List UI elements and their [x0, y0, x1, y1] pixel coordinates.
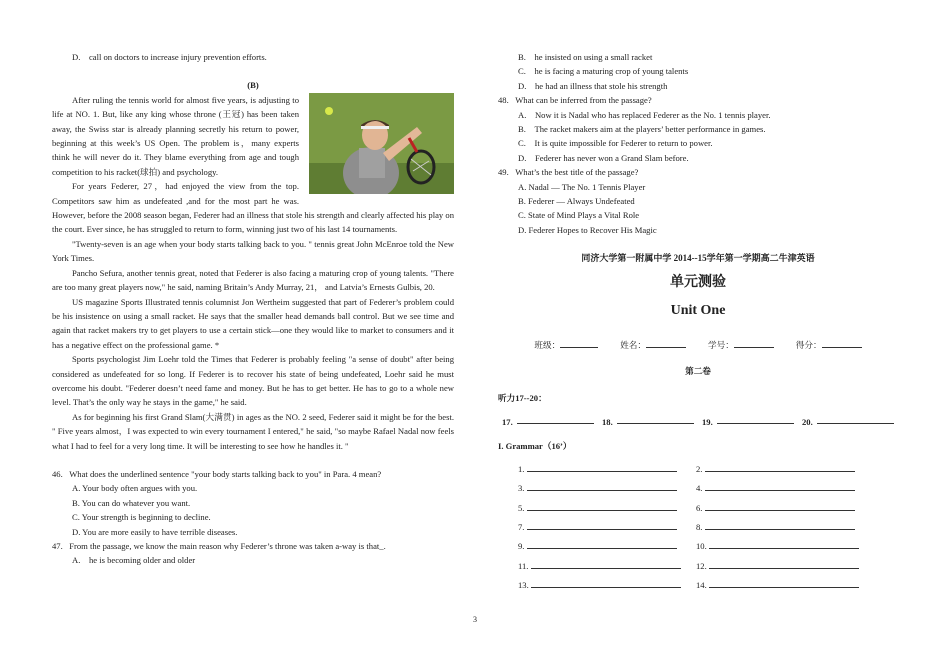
listening-19-blank[interactable]: [717, 415, 794, 424]
question-47-option-d[interactable]: D. he had an illness that stole his strength: [518, 80, 668, 91]
passage-paragraph-2: For years Federer, 27，had enjoyed the view from the top. Competitors saw him as undefeated ,and for the most part he was. However, before the 2008 season began, Federer had an illness that stole his strength and clearly affected his play on the court. Ever since, he has struggled to return to form, winning just two of his last 14 tournaments.: [52, 181, 454, 235]
grammar-num: 14.: [696, 580, 707, 591]
question-47-option-a[interactable]: A. he is becoming older and older: [72, 555, 196, 566]
tennis-player-photo: [309, 93, 454, 194]
grammar-answer-grid: [498, 462, 898, 593]
grammar-blank[interactable]: [527, 502, 677, 511]
passage-paragraph-4: Pancho Sefura, another tennis great, noted that Federer is also facing a maturing crop of young talents. "There are too many great players now," he said, naming Britain’s Andy Murray, 21， and Latvia’s Ernests Gulbis, 20.: [52, 267, 454, 293]
question-49-stem: 49. What’s the best title of the passage?: [498, 167, 639, 178]
tennis-player-icon: [309, 93, 454, 194]
question-49-option-b[interactable]: B. Federer — Always Undefeated: [518, 196, 635, 207]
grammar-label: I. Grammar（16’）: [498, 441, 572, 452]
listening-answer-row: [498, 415, 898, 429]
grammar-blank[interactable]: [527, 482, 677, 491]
grammar-blank[interactable]: [705, 521, 855, 530]
question-46-option-d[interactable]: D. You are more easily to have terrible diseases.: [72, 526, 238, 537]
question-46-stem: 46. What does the underlined sentence "your body starts talking back to you" in Para. 4 mean?: [52, 468, 382, 479]
student-id-label: 学号：: [708, 339, 734, 350]
grammar-row: [498, 539, 898, 553]
class-field[interactable]: [534, 338, 598, 352]
grammar-num: 9.: [518, 541, 525, 552]
question-48-option-b[interactable]: B. The racket makers aim at the players’ better performance in games.: [518, 124, 766, 135]
question-46-option-c[interactable]: C. Your strength is beginning to decline.: [72, 512, 211, 523]
listening-17-label: 17.: [502, 416, 513, 427]
grammar-blank[interactable]: [705, 482, 855, 491]
listening-20-label: 20.: [802, 416, 813, 427]
question-46-option-b[interactable]: B. You can do whatever you want.: [72, 497, 191, 508]
test-title: 单元测验: [670, 274, 726, 290]
question-49-option-c[interactable]: C. State of Mind Plays a Vital Role: [518, 210, 640, 221]
passage-paragraph-5: US magazine Sports Illustrated tennis columnist Jon Wertheim suggested that part of Federer’s problem could be his insistence on using a small racket. He says that the smaller head demands ball control. But we see time and again that racket makers try to get players to use a certain stick—one they would like to market to consumers and it has a negative effect on the professional game. *: [52, 296, 454, 350]
grammar-row: [498, 481, 898, 495]
question-47-stem: 47. From the passage, we know the main reason why Federer’s throne was taken a-way is that_.: [52, 541, 386, 551]
grammar-num: 13.: [518, 580, 529, 591]
grammar-blank[interactable]: [709, 540, 859, 549]
previous-option-d: D. call on doctors to increase injury prevention efforts.: [72, 52, 267, 62]
question-49-option-a[interactable]: A. Nadal — The No. 1 Tennis Player: [518, 181, 646, 192]
grammar-blank[interactable]: [705, 502, 855, 511]
grammar-blank[interactable]: [709, 579, 859, 588]
section-label: (B): [247, 80, 259, 91]
question-48-option-a[interactable]: A. Now it is Nadal who has replaced Federer as the No. 1 tennis player.: [518, 109, 771, 120]
grammar-blank[interactable]: [527, 521, 677, 530]
question-46: [52, 467, 454, 539]
listening-19-label: 19.: [702, 416, 713, 427]
passage-paragraph-6: Sports psychologist Jim Loehr told the Times that Federer is probably feeling "a sense of doubt" after being considered as undefeated for so long. If Federer is to recover his state of being undefeated, Loehr said he must overcome his doubt. "Federer doesn’t need fame and money. But he has to get better. He has to go to a whole new level. That’s the only way he stays in the game," he said.: [52, 354, 454, 408]
grammar-num: 7.: [518, 521, 525, 532]
grammar-blank[interactable]: [709, 560, 859, 569]
school-header: 同济大学第一附属中学 2014--15学年第一学期高二牛津英语: [581, 253, 815, 264]
unit-title: Unit One: [670, 302, 726, 318]
question-46-option-a[interactable]: A. Your body often argues with you.: [72, 483, 198, 494]
question-47: [52, 539, 454, 568]
question-47-option-b[interactable]: B. he insisted on using a small racket: [518, 52, 653, 62]
score-field[interactable]: [796, 338, 862, 352]
grammar-num: 12.: [696, 560, 707, 571]
volume-label: 第二卷: [685, 366, 711, 377]
grammar-blank[interactable]: [531, 579, 681, 588]
question-48-option-c[interactable]: C. It is quite impossible for Federer to return to power.: [518, 138, 713, 149]
question-49: [498, 165, 898, 237]
question-48: [498, 93, 898, 165]
grammar-num: 6.: [696, 502, 703, 513]
score-label: 得分：: [795, 339, 822, 350]
grammar-num: 4.: [696, 483, 703, 494]
name-field[interactable]: [620, 338, 686, 352]
page-number: 3: [473, 615, 477, 624]
class-label: 班级：: [534, 339, 561, 350]
grammar-row: [498, 578, 898, 592]
question-47-option-c[interactable]: C. he is facing a maturing crop of young talents: [518, 66, 689, 77]
grammar-blank[interactable]: [531, 560, 681, 569]
grammar-row: [498, 559, 898, 573]
question-48-stem: 48. What can be inferred from the passage?: [498, 95, 652, 106]
grammar-num: 2.: [696, 463, 703, 474]
name-label: 姓名：: [620, 339, 646, 350]
listening-20-blank[interactable]: [817, 415, 894, 424]
grammar-num: 1.: [518, 463, 525, 474]
question-48-option-d[interactable]: D. Federer has never won a Grand Slam before.: [518, 152, 689, 163]
grammar-num: 8.: [696, 521, 703, 532]
listening-18-blank[interactable]: [617, 415, 694, 424]
passage-paragraph-1: After ruling the tennis world for almost five years, is adjusting to life at NO. 1. But, like any king whose throne (王冠) has been taken away, the Swiss star is already planning secretly his return to power, beginning at this week’s US Open. The problem is，many experts think he will never do it. They blame everything from age and tough competition to his racket(球拍) and psychology.: [52, 94, 299, 177]
listening-17-blank[interactable]: [517, 415, 594, 424]
grammar-row: [498, 520, 898, 534]
student-id-field[interactable]: [708, 338, 774, 352]
grammar-num: 3.: [518, 483, 525, 494]
grammar-num: 5.: [518, 502, 525, 513]
grammar-num: 11.: [518, 560, 529, 571]
listening-label: 听力17--20：: [498, 392, 547, 403]
grammar-blank[interactable]: [527, 540, 677, 549]
grammar-blank[interactable]: [705, 463, 855, 472]
grammar-row: [498, 462, 898, 476]
right-column: [498, 50, 898, 598]
passage-paragraph-7: As for beginning his first Grand Slam(大满贯) in ages as the NO. 2 seed, Federer said it might be for the best. " Five years almost，I was expected to win every tournament I entered," he said, "so maybe Rafael Nadal now feels what I had to feel for a very long time. It will be interesting to see how he handles it. ": [52, 411, 454, 451]
left-column: [52, 50, 454, 568]
grammar-num: 10.: [696, 541, 707, 552]
listening-18-label: 18.: [602, 416, 613, 427]
passage-paragraph-3: "Twenty-seven is an age when your body starts talking back to you. " tennis great John McEnroe told the New York Times.: [52, 238, 454, 264]
question-49-option-d[interactable]: D. Federer Hopes to Recover His Magic: [518, 224, 657, 235]
grammar-row: [498, 501, 898, 515]
student-info-row: [498, 338, 898, 352]
grammar-blank[interactable]: [527, 463, 677, 472]
